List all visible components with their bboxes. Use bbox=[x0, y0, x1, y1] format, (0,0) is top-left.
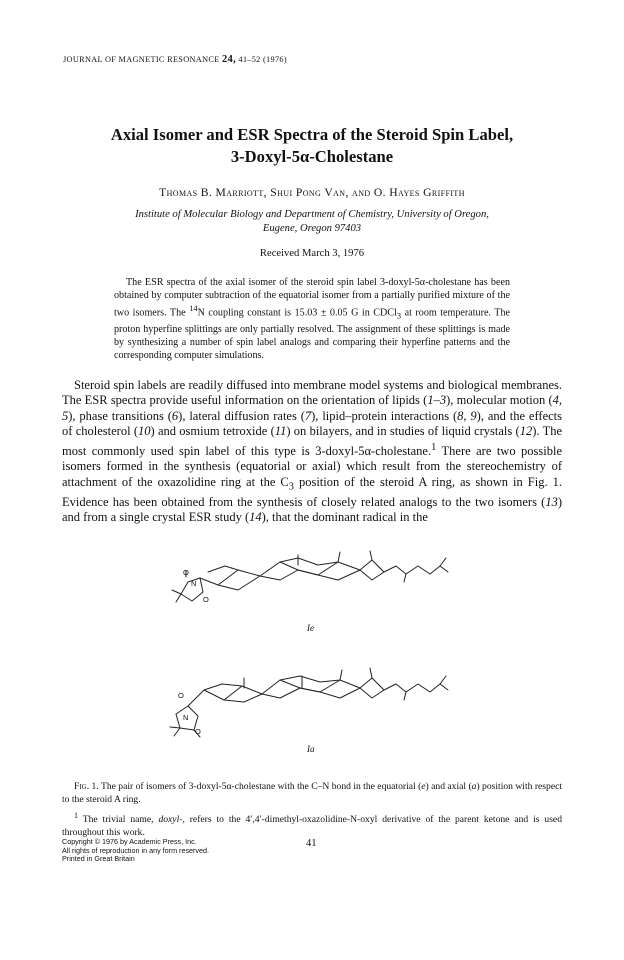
figure-label-equatorial: Ie bbox=[307, 623, 314, 633]
affiliation-line-1: Institute of Molecular Biology and Department of Chemistry, University of Oregon, bbox=[135, 209, 489, 220]
affiliation-line-2: Eugene, Oregon 97403 bbox=[262, 223, 362, 234]
body-text: ) and osmium tetroxide ( bbox=[150, 424, 275, 439]
page-number: 41 bbox=[306, 838, 317, 849]
abstract-text-1: The ESR spectra of the axial isomer of the steroid spin label 3-doxyl-5α-cholestane has been obtained by computer subtraction of the equatorial isomer from a partially purified mixture of the two isomers. The bbox=[114, 277, 510, 319]
reference: 13 bbox=[545, 494, 558, 509]
footnote-number: 1 bbox=[74, 811, 78, 820]
reference: 11 bbox=[274, 424, 287, 439]
title-line-1: Axial Isomer and ESR Spectra of the Steroid Spin Label, bbox=[110, 125, 514, 144]
atom-label-o: O bbox=[195, 727, 201, 736]
body-text: ), lipid–protein interactions ( bbox=[311, 408, 458, 423]
reference: 4, 5 bbox=[62, 393, 562, 423]
journal-name: JOURNAL OF MAGNETIC RESONANCE bbox=[63, 55, 220, 64]
body-text: ) on bilayers, and in studies of liquid crystals ( bbox=[286, 424, 520, 439]
atom-label-o: O bbox=[183, 568, 189, 577]
subscript: 3 bbox=[288, 481, 294, 493]
body-text: ), lateral diffusion rates ( bbox=[178, 408, 305, 423]
caption-italic: e bbox=[421, 781, 426, 792]
footnote-term: doxyl- bbox=[158, 814, 183, 826]
reference: 7 bbox=[304, 408, 312, 423]
abstract-sup: 14 bbox=[189, 304, 198, 314]
caption-figure-number: Fig. 1. bbox=[74, 781, 99, 792]
abstract-sub: 3 bbox=[396, 311, 402, 321]
reference: 1–3 bbox=[427, 393, 447, 408]
copyright-line-1: Copyright © 1976 by Academic Press, Inc. bbox=[62, 837, 197, 846]
body-text: There are two possible isomers formed in the synthesis (equatorial or axial) which result from the stereochemistry of attachment of the oxazolidine ring at the C bbox=[62, 443, 562, 489]
footnote bbox=[62, 810, 562, 839]
footnote-marker: 1 bbox=[431, 441, 437, 453]
caption-italic: a bbox=[471, 781, 477, 792]
body-text: ) and from a single crystal ESR study ( bbox=[62, 494, 562, 524]
body-text: ). The most commonly used spin label of this type is 3-doxyl-5α-cholestane. bbox=[62, 424, 563, 458]
reference: 6 bbox=[171, 408, 179, 423]
atom-label-o: O bbox=[178, 691, 184, 700]
figure-caption bbox=[62, 781, 562, 806]
body-text: ), phase transitions ( bbox=[68, 408, 172, 423]
atom-label-n: N bbox=[191, 579, 197, 588]
reference: 10 bbox=[138, 424, 151, 439]
received-date: Received March 3, 1976 bbox=[259, 248, 365, 259]
journal-volume: 24, bbox=[221, 54, 236, 65]
journal-pages: 41–52 (1976) bbox=[238, 55, 287, 64]
body-text: ), molecular motion ( bbox=[446, 393, 553, 408]
equatorial-isomer-structure bbox=[172, 551, 448, 602]
axial-isomer-structure bbox=[170, 668, 448, 737]
body-text: Steroid spin labels are readily diffused into membrane model systems and biological membranes. The ESR spectra provide useful information on the orientation of lipids ( bbox=[62, 378, 562, 408]
atom-label-o: O bbox=[203, 595, 209, 604]
caption-text: The pair of isomers of 3-doxyl-5α-cholestane with the C–N bond in the equatorial ( bbox=[98, 781, 422, 792]
body-text: ), and the effects of cholesterol ( bbox=[62, 408, 562, 439]
title-line-2: 3-Doxyl-5α-Cholestane bbox=[230, 147, 394, 166]
caption-text: ) and axial ( bbox=[425, 781, 472, 792]
abstract-text-2: N coupling constant is 15.03 ± 0.05 G in CDCl bbox=[197, 307, 397, 319]
reference: 14 bbox=[249, 509, 262, 524]
footnote-text: , refers to the 4′,4′-dimethyl-oxazolidine-N-oxyl derivative of the parent ketone and is used throughout this work. bbox=[62, 814, 562, 838]
reference: 8, 9 bbox=[457, 408, 477, 423]
copyright-line-3: Printed in Great Britain bbox=[62, 854, 135, 864]
body-text: position of the steroid A ring, as shown in Fig. 1. Evidence has been obtained from the synthesis of closely related analogs to the two isomers ( bbox=[62, 474, 562, 509]
figure-label-axial: Ia bbox=[307, 744, 315, 754]
reference: 12 bbox=[519, 424, 533, 439]
copyright-notice bbox=[62, 838, 209, 864]
copyright-line-2: All rights of reproduction in any form reserved. bbox=[62, 845, 210, 855]
authors: Thomas B. Marriott, Shui Pong Van, and O. Hayes Griffith bbox=[159, 186, 465, 199]
abstract-text-3: at room temperature. The proton hyperfine splittings are only partially resolved. The assignment of these splittings is made by synthesizing a number of spin label analogs and comparing their hyperfine patterns and the corresponding computer simulations. bbox=[114, 307, 510, 362]
footnote-text: The trivial name, bbox=[78, 814, 159, 826]
atom-label-n: N bbox=[183, 713, 189, 722]
body-text: ), that the dominant radical in the bbox=[261, 509, 428, 524]
caption-text: ) position with respect to the steroid A ring. bbox=[62, 781, 563, 805]
